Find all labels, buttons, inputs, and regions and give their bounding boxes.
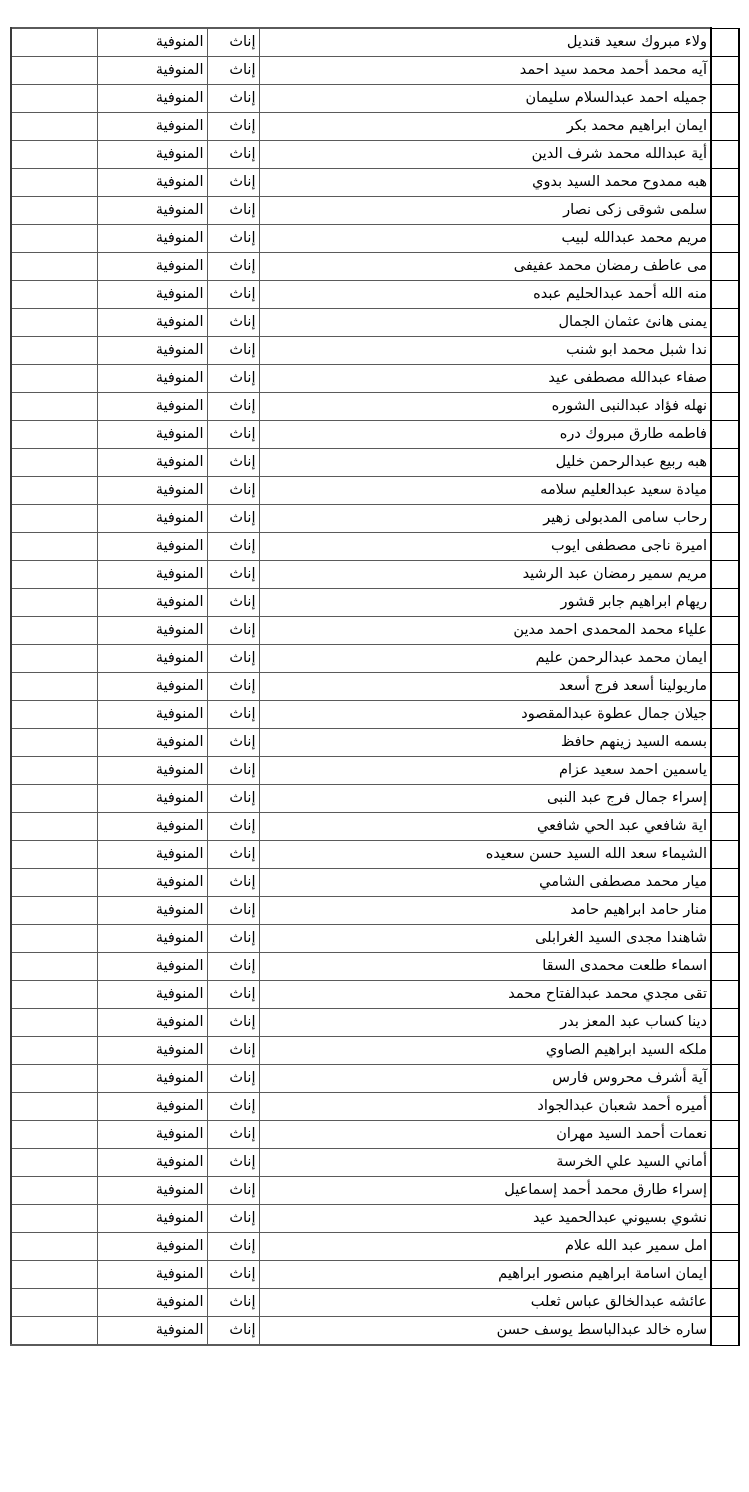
cell-governorate: المنوفية (97, 617, 207, 645)
row-edge-cell (711, 113, 739, 141)
table-row (11, 141, 739, 169)
cell-name: ندا شبل محمد ابو شنب (259, 337, 711, 365)
cell-gender: إناث (207, 1233, 259, 1261)
cell-blank (11, 85, 97, 113)
cell-governorate: المنوفية (97, 365, 207, 393)
cell-gender: إناث (207, 953, 259, 981)
row-edge-cell (711, 197, 739, 225)
cell-blank (11, 729, 97, 757)
cell-governorate: المنوفية (97, 1037, 207, 1065)
cell-name: ميادة سعيد عبدالعليم سلامه (259, 477, 711, 505)
row-edge-cell (711, 757, 739, 785)
cell-gender: إناث (207, 57, 259, 85)
row-edge-cell (711, 617, 739, 645)
cell-blank (11, 421, 97, 449)
cell-blank (11, 785, 97, 813)
cell-gender: إناث (207, 1121, 259, 1149)
cell-blank (11, 393, 97, 421)
table-row (11, 1009, 739, 1037)
cell-blank (11, 477, 97, 505)
cell-blank (11, 701, 97, 729)
row-edge-cell (711, 533, 739, 561)
row-edge-cell (711, 925, 739, 953)
row-edge-cell (711, 421, 739, 449)
row-edge-cell (711, 1177, 739, 1205)
row-edge-cell (711, 337, 739, 365)
row-edge-cell (711, 449, 739, 477)
table-row (11, 1065, 739, 1093)
row-edge-cell (711, 505, 739, 533)
cell-blank (11, 645, 97, 673)
cell-gender: إناث (207, 1317, 259, 1346)
cell-name: عائشه عبدالخالق عباس ثعلب (259, 1289, 711, 1317)
cell-governorate: المنوفية (97, 169, 207, 197)
cell-name: يمنى هانئ عثمان الجمال (259, 309, 711, 337)
table-row (11, 225, 739, 253)
cell-name: ريهام ابراهيم جابر قشور (259, 589, 711, 617)
row-edge-cell (711, 1289, 739, 1317)
table-row (11, 28, 739, 57)
cell-blank (11, 309, 97, 337)
table-row (11, 197, 739, 225)
cell-gender: إناث (207, 225, 259, 253)
cell-governorate: المنوفية (97, 757, 207, 785)
cell-governorate: المنوفية (97, 253, 207, 281)
table-row (11, 561, 739, 589)
cell-governorate: المنوفية (97, 225, 207, 253)
cell-governorate: المنوفية (97, 113, 207, 141)
cell-name: نعمات أحمد السيد مهران (259, 1121, 711, 1149)
cell-blank (11, 869, 97, 897)
cell-blank (11, 1037, 97, 1065)
row-edge-cell (711, 393, 739, 421)
row-edge-cell (711, 1205, 739, 1233)
table-row (11, 813, 739, 841)
cell-name: علياء محمد المحمدى احمد مدين (259, 617, 711, 645)
cell-governorate: المنوفية (97, 1093, 207, 1121)
cell-blank (11, 28, 97, 57)
cell-blank (11, 533, 97, 561)
cell-name: آيه محمد أحمد محمد سيد احمد (259, 57, 711, 85)
cell-governorate: المنوفية (97, 197, 207, 225)
cell-governorate: المنوفية (97, 813, 207, 841)
table-row (11, 841, 739, 869)
row-edge-cell (711, 561, 739, 589)
cell-governorate: المنوفية (97, 925, 207, 953)
cell-governorate: المنوفية (97, 421, 207, 449)
cell-gender: إناث (207, 253, 259, 281)
row-edge-cell (711, 645, 739, 673)
table-row (11, 1317, 739, 1346)
table-row (11, 1121, 739, 1149)
cell-governorate: المنوفية (97, 1289, 207, 1317)
table-row (11, 337, 739, 365)
cell-gender: إناث (207, 785, 259, 813)
row-edge-cell (711, 785, 739, 813)
cell-gender: إناث (207, 645, 259, 673)
cell-gender: إناث (207, 1205, 259, 1233)
table-row (11, 869, 739, 897)
row-edge-cell (711, 1121, 739, 1149)
table-row (11, 1149, 739, 1177)
cell-name: ايمان ابراهيم محمد بكر (259, 113, 711, 141)
cell-governorate: المنوفية (97, 897, 207, 925)
cell-name: نشوي بسيوني عبدالحميد عيد (259, 1205, 711, 1233)
table-row (11, 253, 739, 281)
cell-blank (11, 757, 97, 785)
cell-name: اية شافعي عبد الحي شافعي (259, 813, 711, 841)
cell-name: أية عبدالله محمد شرف الدين (259, 141, 711, 169)
cell-governorate: المنوفية (97, 869, 207, 897)
cell-governorate: المنوفية (97, 1065, 207, 1093)
table-row (11, 589, 739, 617)
cell-blank (11, 1009, 97, 1037)
cell-name: اميرة ناجى مصطفى ايوب (259, 533, 711, 561)
cell-governorate: المنوفية (97, 57, 207, 85)
cell-name: مريم سمير رمضان عبد الرشيد (259, 561, 711, 589)
cell-name: جميله احمد عبدالسلام سليمان (259, 85, 711, 113)
table-row (11, 897, 739, 925)
cell-gender: إناث (207, 869, 259, 897)
cell-gender: إناث (207, 813, 259, 841)
cell-gender: إناث (207, 673, 259, 701)
row-edge-cell (711, 953, 739, 981)
cell-blank (11, 1317, 97, 1346)
cell-gender: إناث (207, 729, 259, 757)
cell-blank (11, 673, 97, 701)
cell-governorate: المنوفية (97, 477, 207, 505)
cell-blank (11, 113, 97, 141)
cell-blank (11, 897, 97, 925)
table-row (11, 673, 739, 701)
cell-gender: إناث (207, 449, 259, 477)
cell-name: مى عاطف رمضان محمد عفيفى (259, 253, 711, 281)
cell-governorate: المنوفية (97, 1233, 207, 1261)
cell-gender: إناث (207, 561, 259, 589)
cell-gender: إناث (207, 1177, 259, 1205)
cell-blank (11, 981, 97, 1009)
table-row (11, 477, 739, 505)
table-row (11, 925, 739, 953)
cell-name: إسراء جمال فرج عبد النبى (259, 785, 711, 813)
cell-blank (11, 449, 97, 477)
cell-blank (11, 589, 97, 617)
cell-name: آية أشرف محروس فارس (259, 1065, 711, 1093)
cell-gender: إناث (207, 393, 259, 421)
table-row (11, 617, 739, 645)
cell-name: نهله فؤاد عبدالنبى الشوره (259, 393, 711, 421)
cell-blank (11, 841, 97, 869)
cell-gender: إناث (207, 113, 259, 141)
cell-name: سلمى شوقى زكى نصار (259, 197, 711, 225)
cell-governorate: المنوفية (97, 281, 207, 309)
cell-name: ماريولينا أسعد فرج أسعد (259, 673, 711, 701)
cell-blank (11, 953, 97, 981)
table-row (11, 1261, 739, 1289)
table-row (11, 169, 739, 197)
cell-governorate: المنوفية (97, 505, 207, 533)
row-edge-cell (711, 169, 739, 197)
cell-gender: إناث (207, 1009, 259, 1037)
table-row (11, 57, 739, 85)
cell-gender: إناث (207, 1037, 259, 1065)
cell-blank (11, 813, 97, 841)
cell-blank (11, 1261, 97, 1289)
table-row (11, 1205, 739, 1233)
row-edge-cell (711, 141, 739, 169)
cell-gender: إناث (207, 1261, 259, 1289)
cell-governorate: المنوفية (97, 701, 207, 729)
cell-name: صفاء عبدالله مصطفى عيد (259, 365, 711, 393)
table-row (11, 953, 739, 981)
table-row (11, 1093, 739, 1121)
cell-governorate: المنوفية (97, 589, 207, 617)
cell-gender: إناث (207, 421, 259, 449)
cell-governorate: المنوفية (97, 449, 207, 477)
table-row (11, 1177, 739, 1205)
table-row (11, 757, 739, 785)
cell-gender: إناث (207, 897, 259, 925)
row-edge-cell (711, 869, 739, 897)
cell-name: هبه ربيع عبدالرحمن خليل (259, 449, 711, 477)
cell-gender: إناث (207, 505, 259, 533)
cell-gender: إناث (207, 337, 259, 365)
cell-governorate: المنوفية (97, 85, 207, 113)
cell-blank (11, 1065, 97, 1093)
cell-name: شاهندا مجدى السيد الغرابلى (259, 925, 711, 953)
cell-governorate: المنوفية (97, 1205, 207, 1233)
cell-blank (11, 337, 97, 365)
cell-name: منار حامد ابراهيم حامد (259, 897, 711, 925)
cell-governorate: المنوفية (97, 1009, 207, 1037)
row-edge-cell (711, 309, 739, 337)
cell-blank (11, 169, 97, 197)
cell-gender: إناث (207, 701, 259, 729)
table-row (11, 421, 739, 449)
row-edge-cell (711, 813, 739, 841)
names-table (10, 27, 740, 1346)
cell-governorate: المنوفية (97, 533, 207, 561)
cell-blank (11, 1233, 97, 1261)
cell-name: جيلان جمال عطوة عبدالمقصود (259, 701, 711, 729)
cell-name: امل سمير عبد الله علام (259, 1233, 711, 1261)
cell-governorate: المنوفية (97, 141, 207, 169)
cell-name: مريم محمد عبدالله لبيب (259, 225, 711, 253)
row-edge-cell (711, 1093, 739, 1121)
cell-governorate: المنوفية (97, 309, 207, 337)
cell-gender: إناث (207, 365, 259, 393)
cell-gender: إناث (207, 1149, 259, 1177)
row-edge-cell (711, 85, 739, 113)
cell-name: بسمه السيد زينهم حافظ (259, 729, 711, 757)
row-edge-cell (711, 1149, 739, 1177)
cell-blank (11, 141, 97, 169)
cell-governorate: المنوفية (97, 28, 207, 57)
cell-gender: إناث (207, 617, 259, 645)
table-row (11, 1037, 739, 1065)
table-row (11, 785, 739, 813)
row-edge-cell (711, 589, 739, 617)
row-edge-cell (711, 981, 739, 1009)
cell-blank (11, 1121, 97, 1149)
cell-governorate: المنوفية (97, 337, 207, 365)
cell-name: ساره خالد عبدالباسط يوسف حسن (259, 1317, 711, 1346)
table-row (11, 113, 739, 141)
cell-gender: إناث (207, 589, 259, 617)
cell-gender: إناث (207, 533, 259, 561)
cell-governorate: المنوفية (97, 645, 207, 673)
row-edge-cell (711, 57, 739, 85)
cell-name: ياسمين احمد سعيد عزام (259, 757, 711, 785)
cell-gender: إناث (207, 1289, 259, 1317)
cell-gender: إناث (207, 85, 259, 113)
cell-blank (11, 1149, 97, 1177)
cell-governorate: المنوفية (97, 393, 207, 421)
cell-name: رحاب سامى المدبولى زهير (259, 505, 711, 533)
table-row (11, 449, 739, 477)
row-edge-cell (711, 365, 739, 393)
cell-blank (11, 365, 97, 393)
cell-gender: إناث (207, 169, 259, 197)
row-edge-cell (711, 897, 739, 925)
cell-name: اسماء طلعت محمدى السقا (259, 953, 711, 981)
cell-governorate: المنوفية (97, 841, 207, 869)
table-row (11, 309, 739, 337)
table-row (11, 729, 739, 757)
cell-name: إسراء طارق محمد أحمد إسماعيل (259, 1177, 711, 1205)
row-edge-cell (711, 701, 739, 729)
cell-governorate: المنوفية (97, 673, 207, 701)
row-edge-cell (711, 281, 739, 309)
cell-name: ايمان اسامة ابراهيم منصور ابراهيم (259, 1261, 711, 1289)
cell-name: أماني السيد علي الخرسة (259, 1149, 711, 1177)
cell-governorate: المنوفية (97, 981, 207, 1009)
cell-gender: إناث (207, 309, 259, 337)
row-edge-cell (711, 1261, 739, 1289)
cell-name: ملكه السيد ابراهيم الصاوي (259, 1037, 711, 1065)
table-row (11, 365, 739, 393)
table-row (11, 533, 739, 561)
row-edge-cell (711, 729, 739, 757)
row-edge-cell (711, 477, 739, 505)
cell-gender: إناث (207, 1093, 259, 1121)
table-row (11, 645, 739, 673)
cell-blank (11, 505, 97, 533)
cell-governorate: المنوفية (97, 1177, 207, 1205)
cell-name: دينا كساب عبد المعز بدر (259, 1009, 711, 1037)
row-edge-cell (711, 1009, 739, 1037)
cell-blank (11, 1205, 97, 1233)
cell-gender: إناث (207, 477, 259, 505)
table-row (11, 1233, 739, 1261)
row-edge-cell (711, 253, 739, 281)
cell-gender: إناث (207, 841, 259, 869)
cell-governorate: المنوفية (97, 953, 207, 981)
table-row (11, 85, 739, 113)
cell-blank (11, 925, 97, 953)
cell-blank (11, 225, 97, 253)
table-row (11, 281, 739, 309)
row-edge-cell (711, 1065, 739, 1093)
cell-name: فاطمه طارق مبروك دره (259, 421, 711, 449)
cell-name: تقى مجدي محمد عبدالفتاح محمد (259, 981, 711, 1009)
cell-governorate: المنوفية (97, 1121, 207, 1149)
cell-name: ولاء مبروك سعيد قنديل (259, 28, 711, 57)
cell-gender: إناث (207, 197, 259, 225)
cell-gender: إناث (207, 28, 259, 57)
cell-name: أميره أحمد شعبان عبدالجواد (259, 1093, 711, 1121)
row-edge-cell (711, 1037, 739, 1065)
table-row (11, 505, 739, 533)
cell-blank (11, 57, 97, 85)
cell-blank (11, 561, 97, 589)
table-row (11, 701, 739, 729)
row-edge-cell (711, 1317, 739, 1346)
cell-name: الشيماء سعد الله السيد حسن سعيده (259, 841, 711, 869)
cell-blank (11, 1093, 97, 1121)
table-row (11, 393, 739, 421)
table-row (11, 1289, 739, 1317)
cell-blank (11, 253, 97, 281)
row-edge-cell (711, 673, 739, 701)
row-edge-cell (711, 841, 739, 869)
cell-blank (11, 617, 97, 645)
cell-name: منه الله أحمد عبدالحليم عبده (259, 281, 711, 309)
row-edge-cell (711, 1233, 739, 1261)
cell-blank (11, 1177, 97, 1205)
row-edge-cell (711, 225, 739, 253)
cell-governorate: المنوفية (97, 785, 207, 813)
cell-name: هبه ممدوح محمد السيد بدوي (259, 169, 711, 197)
cell-blank (11, 281, 97, 309)
cell-governorate: المنوفية (97, 1261, 207, 1289)
cell-governorate: المنوفية (97, 561, 207, 589)
cell-gender: إناث (207, 981, 259, 1009)
cell-governorate: المنوفية (97, 729, 207, 757)
cell-gender: إناث (207, 925, 259, 953)
cell-gender: إناث (207, 757, 259, 785)
cell-blank (11, 1289, 97, 1317)
cell-governorate: المنوفية (97, 1317, 207, 1346)
cell-gender: إناث (207, 281, 259, 309)
cell-blank (11, 197, 97, 225)
table-body (11, 28, 739, 1345)
cell-gender: إناث (207, 141, 259, 169)
cell-name: ايمان محمد عبدالرحمن عليم (259, 645, 711, 673)
table-row (11, 981, 739, 1009)
cell-name: ميار محمد مصطفى الشامي (259, 869, 711, 897)
row-edge-cell (711, 28, 739, 57)
cell-governorate: المنوفية (97, 1149, 207, 1177)
cell-gender: إناث (207, 1065, 259, 1093)
